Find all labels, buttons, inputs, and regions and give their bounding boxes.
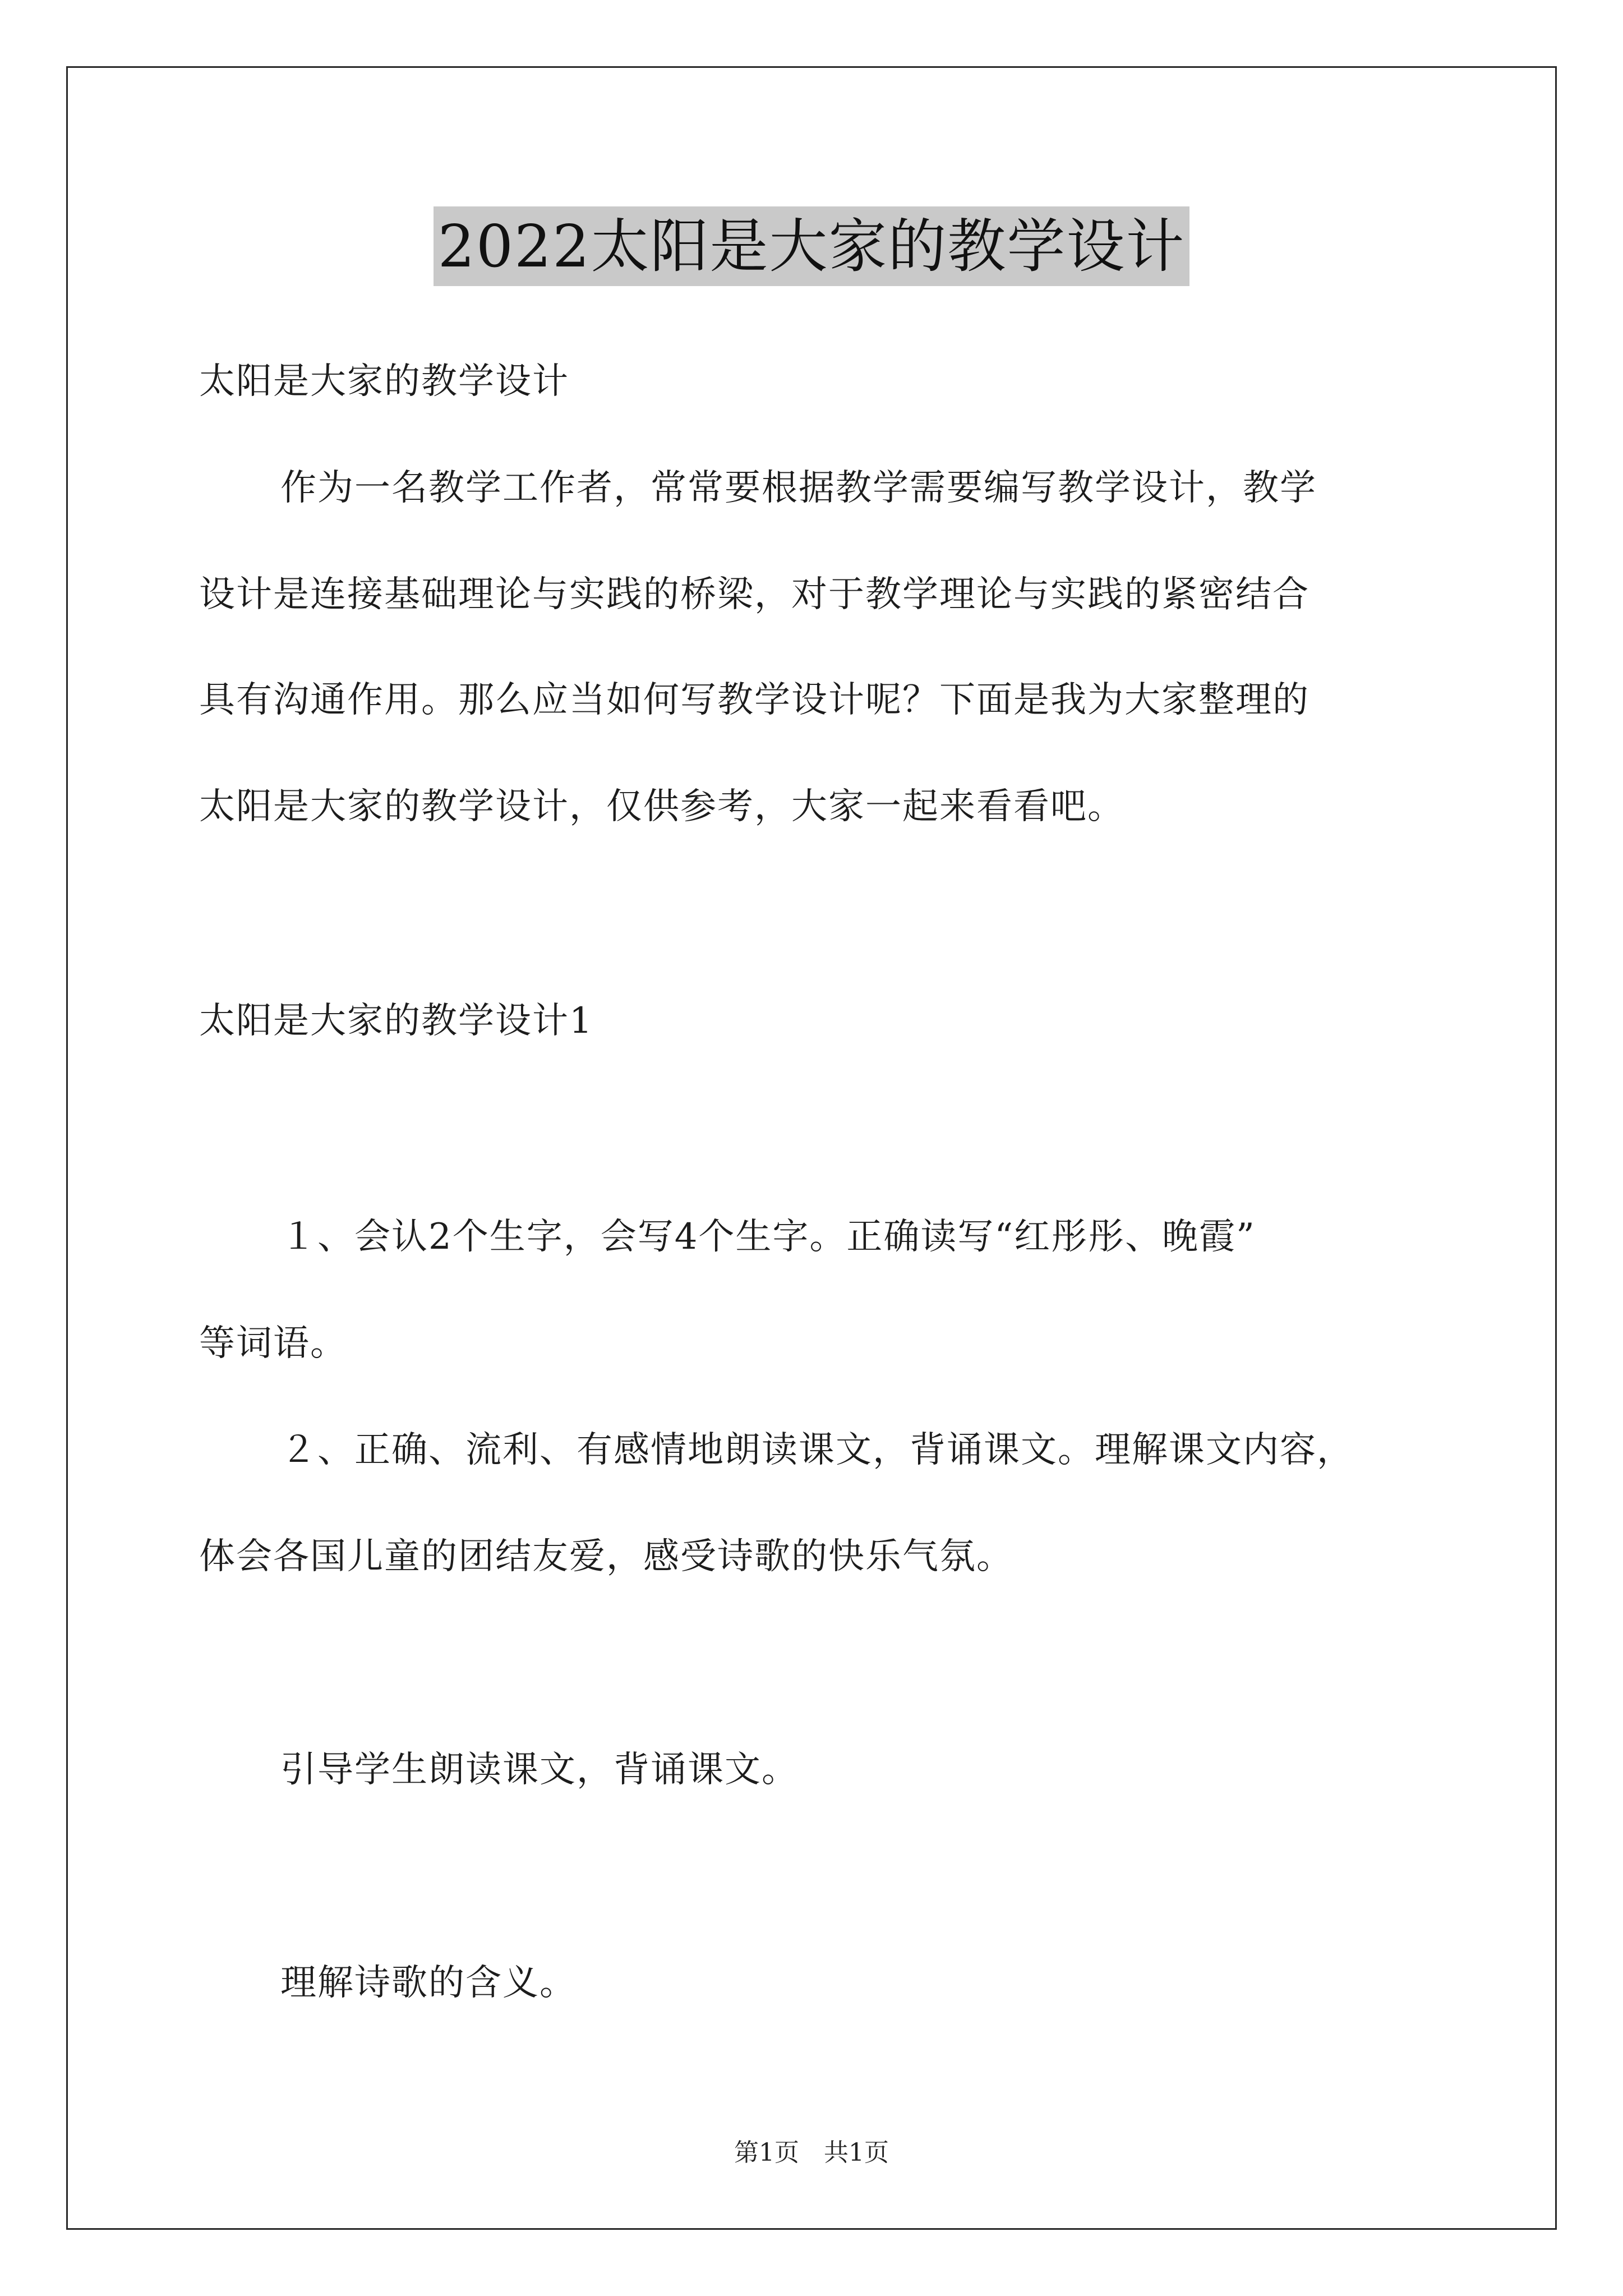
page-number: 第1页 xyxy=(734,2138,799,2167)
section-heading: 太阳是大家的教学设计1 xyxy=(199,1000,593,1042)
title-wrap xyxy=(0,206,1623,286)
subtitle-line: 太阳是大家的教学设计 xyxy=(199,361,569,402)
page-total: 共1页 xyxy=(824,2138,889,2167)
goal-2-line-1: ２、正确、流利、有感情地朗读课文，背诵课文。理解课文内容， xyxy=(280,1429,1354,1471)
goal-2-line-2: 体会各国儿童的团结友爱，感受诗歌的快乐气氛。 xyxy=(199,1536,1013,1577)
page-footer xyxy=(0,2137,1623,2169)
intro-line-2: 设计是连接基础理论与实践的桥梁，对于教学理论与实践的紧密结合 xyxy=(199,574,1310,615)
intro-line-3: 具有沟通作用。那么应当如何写教学设计呢？下面是我为大家整理的 xyxy=(199,679,1310,721)
key-point-line: 引导学生朗读课文，背诵课文。 xyxy=(280,1749,799,1791)
document-title: 2022太阳是大家的教学设计 xyxy=(434,206,1190,286)
goal-1-line-2: 等词语。 xyxy=(199,1323,347,1364)
goal-1-line-1: １、会认2个生字，会写4个生字。正确读写“红彤彤、晚霞” xyxy=(280,1216,1256,1258)
difficulty-line: 理解诗歌的含义。 xyxy=(280,1962,577,2004)
intro-line-4: 太阳是大家的教学设计，仅供参考，大家一起来看看吧。 xyxy=(199,786,1124,827)
intro-line-1: 作为一名教学工作者，常常要根据教学需要编写教学设计，教学 xyxy=(280,467,1317,509)
